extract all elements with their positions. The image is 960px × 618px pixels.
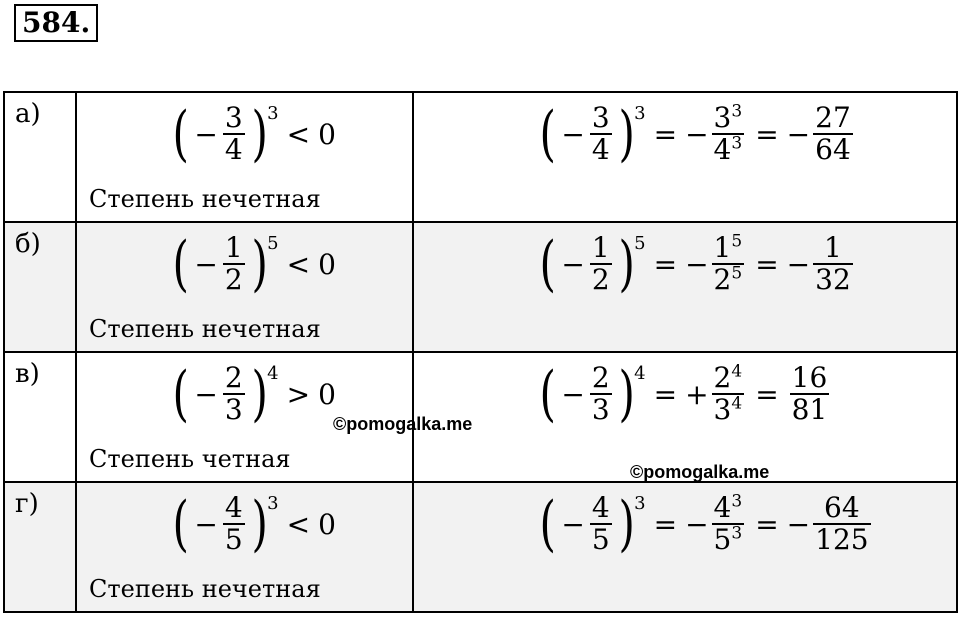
numerator: 4 — [591, 491, 610, 524]
numerator: $3^3$ — [713, 101, 743, 134]
task-number: 584. — [14, 4, 98, 42]
calculation-cell — [413, 482, 957, 612]
right-paren: ) — [251, 99, 268, 169]
equals-sign: = — [653, 247, 678, 281]
calc-sign: − — [685, 117, 709, 151]
right-paren: ) — [618, 99, 635, 169]
right-paren: ) — [251, 229, 268, 299]
zero: 0 — [318, 507, 336, 541]
calculation-cell — [413, 222, 957, 352]
exponent: 4 — [634, 363, 646, 384]
numerator: 1 — [824, 231, 842, 264]
result-sign: − — [786, 247, 811, 281]
left-paren: ( — [539, 489, 556, 559]
denominator: 3 — [224, 393, 243, 426]
equals-sign: = — [755, 117, 779, 151]
equals-sign: = — [653, 507, 678, 541]
result-fraction — [790, 363, 830, 425]
inequality — [169, 99, 336, 169]
row-label: б) — [4, 222, 76, 352]
relation-sign: > — [286, 377, 311, 411]
inequality — [169, 359, 336, 429]
calculation — [536, 359, 832, 429]
power-fraction — [712, 103, 745, 165]
right-paren: ) — [618, 489, 635, 559]
equals-sign: = — [755, 377, 779, 411]
right-paren: ) — [251, 489, 268, 559]
row-label: а) — [4, 92, 76, 222]
denominator: $2^5$ — [713, 263, 743, 296]
numerator: 2 — [224, 361, 243, 394]
numerator: 1 — [591, 231, 610, 264]
denominator: $5^3$ — [713, 523, 743, 556]
relation-sign: < — [286, 507, 311, 541]
zero: 0 — [318, 377, 336, 411]
left-paren: ( — [539, 229, 556, 299]
watermark-1: ©pomogalka.me — [333, 414, 473, 434]
numerator: 27 — [815, 101, 851, 134]
denominator: 4 — [224, 133, 243, 166]
numerator: 4 — [224, 491, 243, 524]
base-fraction — [590, 493, 612, 555]
calculation — [536, 229, 856, 299]
parity-note: Степень четная — [89, 445, 291, 473]
minus-sign: − — [561, 247, 585, 281]
denominator: $4^3$ — [713, 133, 743, 166]
left-paren: ( — [172, 359, 189, 429]
denominator: 64 — [815, 133, 851, 166]
exponent: 5 — [634, 233, 646, 254]
parity-note: Степень нечетная — [89, 185, 321, 213]
base-fraction — [590, 233, 612, 295]
exponent: 5 — [267, 233, 279, 254]
numerator: $2^4$ — [713, 361, 743, 394]
left-paren: ( — [539, 99, 556, 169]
exponent: 3 — [267, 493, 279, 514]
exponent: 3 — [634, 493, 646, 514]
left-paren: ( — [172, 229, 189, 299]
equals-sign: = — [755, 507, 779, 541]
base-fraction — [223, 363, 245, 425]
exponent: 3 — [634, 103, 646, 124]
row-label: в) — [4, 352, 76, 482]
numerator: 3 — [591, 101, 610, 134]
numerator: $4^3$ — [713, 491, 743, 524]
exponent: 3 — [267, 103, 279, 124]
table-row — [4, 92, 957, 222]
result-fraction — [813, 493, 870, 555]
calculation-cell — [413, 92, 957, 222]
minus-sign: − — [561, 377, 585, 411]
denominator: 81 — [791, 393, 828, 426]
result-fraction — [813, 103, 853, 165]
denominator: 3 — [591, 393, 610, 426]
numerator: $1^5$ — [713, 231, 743, 264]
inequality-cell — [76, 222, 413, 352]
minus-sign: − — [194, 507, 218, 541]
minus-sign: − — [194, 117, 218, 151]
zero: 0 — [318, 117, 336, 151]
zero: 0 — [318, 247, 336, 281]
denominator: 2 — [224, 263, 243, 296]
denominator: 4 — [591, 133, 610, 166]
base-fraction — [223, 103, 245, 165]
base-fraction — [223, 493, 245, 555]
calc-sign: + — [685, 377, 709, 411]
solutions-table — [3, 91, 958, 613]
table-row — [4, 352, 957, 482]
numerator: 1 — [224, 231, 243, 264]
inequality — [169, 489, 336, 559]
power-fraction — [712, 363, 745, 425]
inequality-cell — [76, 482, 413, 612]
right-paren: ) — [618, 359, 635, 429]
result-sign: − — [786, 507, 811, 541]
base-fraction — [590, 363, 612, 425]
base-fraction — [590, 103, 612, 165]
minus-sign: − — [561, 117, 585, 151]
base-fraction — [223, 233, 245, 295]
calculation — [536, 489, 874, 559]
calc-sign: − — [685, 507, 709, 541]
denominator: 5 — [591, 523, 610, 556]
equals-sign: = — [653, 117, 678, 151]
numerator: 3 — [224, 101, 243, 134]
parity-note: Степень нечетная — [89, 575, 321, 603]
exponent: 4 — [267, 363, 279, 384]
left-paren: ( — [539, 359, 556, 429]
relation-sign: < — [286, 117, 311, 151]
numerator: 64 — [824, 491, 860, 524]
numerator: 2 — [591, 361, 610, 394]
left-paren: ( — [172, 489, 189, 559]
row-label: г) — [4, 482, 76, 612]
table-row — [4, 222, 957, 352]
power-fraction — [712, 233, 745, 295]
parity-note: Степень нечетная — [89, 315, 321, 343]
denominator: 32 — [815, 263, 851, 296]
denominator: 2 — [591, 263, 610, 296]
left-paren: ( — [172, 99, 189, 169]
relation-sign: < — [286, 247, 311, 281]
right-paren: ) — [618, 229, 635, 299]
numerator: 16 — [791, 361, 828, 394]
inequality — [169, 229, 336, 299]
denominator: 5 — [224, 523, 243, 556]
result-fraction — [813, 233, 853, 295]
right-paren: ) — [251, 359, 268, 429]
equals-sign: = — [653, 377, 678, 411]
power-fraction — [712, 493, 745, 555]
table-row — [4, 482, 957, 612]
calc-sign: − — [685, 247, 709, 281]
denominator: $3^4$ — [713, 393, 743, 426]
denominator: 125 — [815, 523, 869, 556]
watermark-2: ©pomogalka.me — [630, 462, 770, 482]
equals-sign: = — [755, 247, 779, 281]
result-sign: − — [786, 117, 811, 151]
calculation — [536, 99, 856, 169]
minus-sign: − — [561, 507, 585, 541]
inequality-cell — [76, 92, 413, 222]
minus-sign: − — [194, 247, 218, 281]
minus-sign: − — [194, 377, 218, 411]
